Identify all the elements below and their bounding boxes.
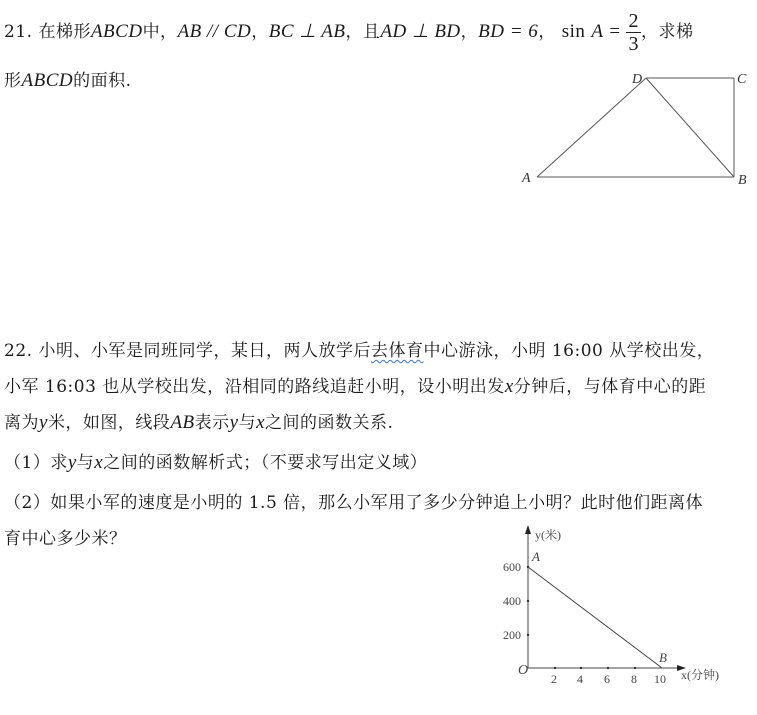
text: 中， <box>142 22 178 42</box>
x-tick-8: 8 <box>631 672 637 686</box>
segment-db <box>646 78 734 177</box>
fraction-numerator: 2 <box>628 10 639 32</box>
fraction <box>626 10 641 55</box>
y-tick-200: 200 <box>503 628 521 642</box>
text: ， <box>251 22 269 42</box>
math-bd-value: BD = 6 <box>478 21 539 42</box>
problem-22-line-2 <box>4 372 706 398</box>
text: 形 <box>4 71 22 91</box>
text: ，且 <box>345 22 381 42</box>
y-axis-label: y(米) <box>535 528 561 542</box>
label-a: A <box>522 171 531 186</box>
text: 分钟后，与体育中心的距 <box>513 377 707 397</box>
text: 小军 16:03 也从学校出发，沿相同的路线追赶小明，设小明出发 <box>4 377 505 397</box>
text: 中心游泳，小明 16:00 从学校出发， <box>423 341 715 361</box>
question-2-line-1 <box>4 488 703 513</box>
label-d: D <box>632 72 643 87</box>
math-parallel: AB // CD <box>177 21 252 42</box>
math-y: y <box>67 452 77 473</box>
spellcheck-underlined-text: 去体育 <box>370 341 424 361</box>
math-perp-ad-bd: AD ⊥ BD <box>380 21 461 42</box>
math-y: y <box>39 412 48 433</box>
text: 离为 <box>4 413 39 433</box>
text: ，求梯 <box>640 22 694 42</box>
point-a-label: A <box>532 549 540 564</box>
math-trapezoid: ABCD <box>21 70 74 91</box>
math-x: x <box>94 452 104 473</box>
problem-21-line-1 <box>4 10 693 55</box>
problem-number: 22. <box>4 341 33 361</box>
x-axis-label: x(分钟) <box>681 668 719 682</box>
problem-21-line-2 <box>4 66 132 92</box>
segment-ab-line <box>528 567 662 668</box>
math-y: y <box>229 412 239 433</box>
x-tick-4: 4 <box>577 672 583 686</box>
math-angle-a: A <box>591 21 604 42</box>
text: 之间的函数关系. <box>265 413 394 433</box>
math-trapezoid: ABCD <box>90 21 143 42</box>
text: （1）求 <box>4 453 68 473</box>
question-2-line-2 <box>4 524 127 549</box>
math-x: x <box>256 412 266 433</box>
math-equals: = <box>609 21 621 42</box>
text: 表示 <box>194 413 230 433</box>
text: 育中心多少米？ <box>4 529 127 549</box>
label-b: B <box>738 173 747 188</box>
fraction-denominator: 3 <box>628 33 639 55</box>
text: 米，如图，线段 <box>47 413 171 433</box>
problem-22-line-1 <box>4 336 714 361</box>
origin-label: O <box>518 663 529 678</box>
y-tick-400: 400 <box>503 594 521 608</box>
question-1 <box>4 448 427 474</box>
text: 小明、小军是同班同学，某日，两人放学后 <box>38 341 371 361</box>
problem-22-line-3 <box>4 408 393 434</box>
text: 与 <box>238 413 257 433</box>
y-tick-600: 600 <box>503 560 521 574</box>
text: ， <box>460 22 479 42</box>
x-tick-6: 6 <box>604 672 610 686</box>
text: 在梯形 <box>38 22 91 42</box>
text: 与 <box>76 453 95 473</box>
math-x: x <box>504 376 514 397</box>
y-axis-arrow-icon <box>525 525 531 534</box>
math-ab: AB <box>170 412 195 433</box>
point-b-label: B <box>659 650 667 665</box>
x-tick-10: 10 <box>654 672 666 686</box>
text: （2）如果小军的速度是小明的 1.5 倍，那么小军用了多少分钟追上小明？此时他们距离体 <box>4 493 704 513</box>
problem-number: 21. <box>4 22 33 42</box>
math-perp-bc-ab: BC ⊥ AB <box>268 21 346 42</box>
text: ， <box>538 22 556 42</box>
distance-time-chart <box>495 522 757 692</box>
text: 的面积. <box>73 71 132 91</box>
segment-da <box>537 78 646 177</box>
text: 之间的函数解析式；（不要求写出定义域） <box>103 453 428 473</box>
trapezoid-figure <box>515 66 757 191</box>
x-tick-2: 2 <box>551 672 557 686</box>
label-c: C <box>737 72 747 87</box>
math-sin: sin <box>561 21 586 42</box>
